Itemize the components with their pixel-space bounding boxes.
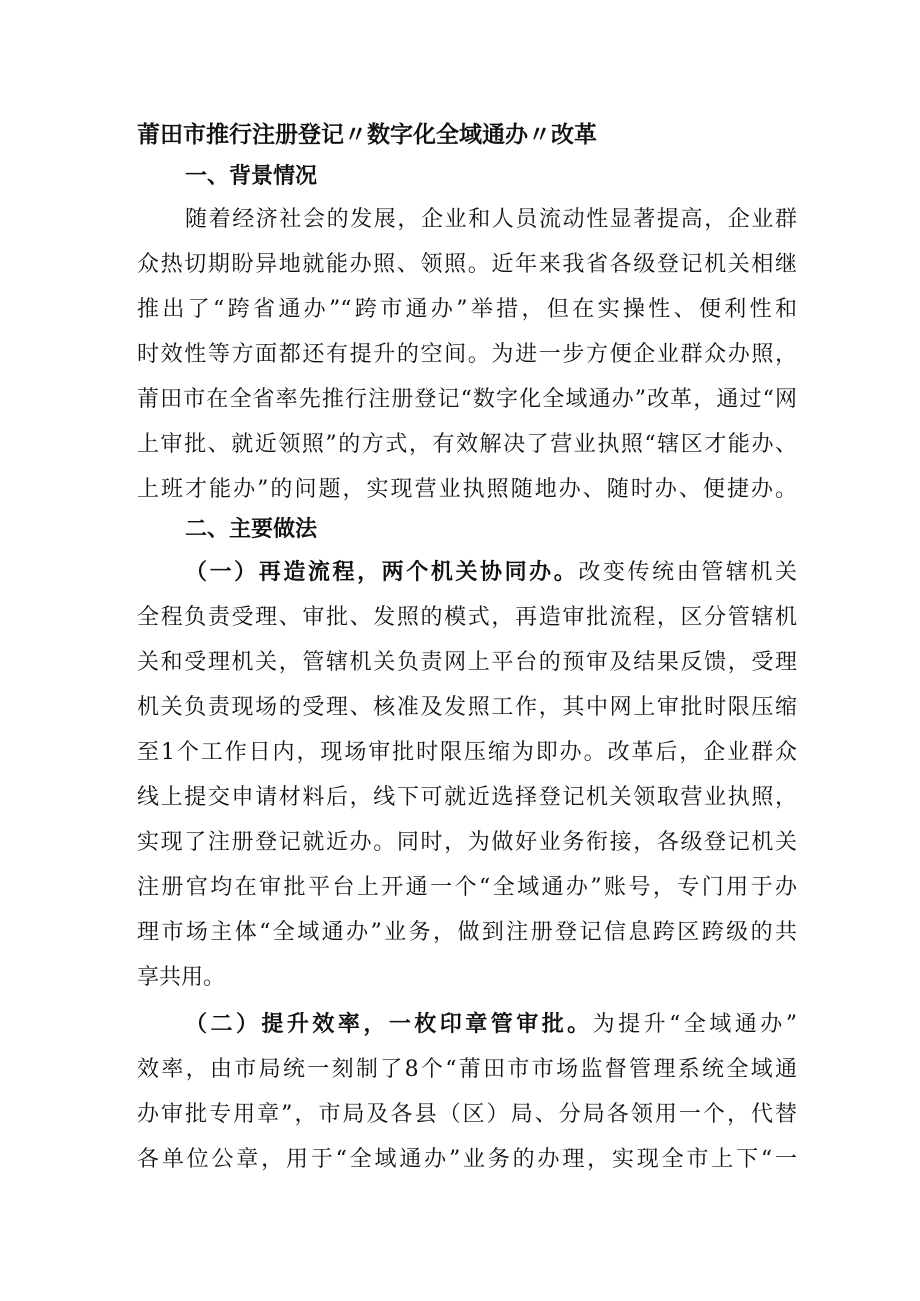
- paragraph-line: 时效性等方面都还有提升的空间。为进一步方便企业群众办照，: [137, 342, 797, 367]
- paragraph-line: 效率，由市局统一刻制了8个“莆田市市场监督管理系统全域通: [137, 1057, 797, 1082]
- document-title: 莆田市推行注册登记〃数字化全域通办〃改革: [137, 122, 597, 148]
- paragraph-line: 实现了注册登记就近办。同时，为做好业务衔接，各级登记机关: [137, 830, 797, 855]
- paragraph-line: 随着经济社会的发展，企业和人员流动性显著提高，企业群: [185, 207, 797, 232]
- section-heading-measures: 二、主要做法: [185, 517, 318, 542]
- paragraph-line: 莆田市在全省率先推行注册登记“数字化全域通办”改革，通过“网: [137, 387, 797, 412]
- paragraph-line: 全程负责受理、审批、发照的模式，再造审批流程，区分管辖机: [137, 605, 797, 630]
- paragraph-line: 关和受理机关，管辖机关负责网上平台的预审及结果反馈，受理: [137, 650, 797, 675]
- paragraph-line: 上审批、就近领照”的方式，有效解决了营业执照“辖区才能办、: [137, 432, 797, 457]
- paragraph-line: 众热切期盼异地就能办照、领照。近年来我省各级登记机关相继: [137, 252, 797, 277]
- section-heading-background: 一、背景情况: [185, 164, 318, 189]
- paragraph-line: 注册官均在审批平台上开通一个“全域通办”账号，专门用于办: [137, 875, 797, 900]
- paragraph-line: 推出了“跨省通办”“跨市通办”举措，但在实操性、便利性和: [137, 297, 797, 322]
- paragraph-line: 办审批专用章”，市局及各县（区）局、分局各领用一个，代替: [137, 1102, 797, 1127]
- paragraph-line: 享共用。: [137, 965, 226, 990]
- paragraph-line: 理市场主体“全域通办”业务，做到注册登记信息跨区跨级的共: [137, 920, 797, 945]
- subheading-process: （一）再造流程，两个机关协同办。: [185, 560, 579, 585]
- subheading-efficiency: （二）提升效率，一枚印章管审批。: [185, 1012, 593, 1037]
- paragraph-text: 为提升“全域通办”: [592, 1012, 797, 1037]
- paragraph-line: 至1个工作日内，现场审批时限压缩为即办。改革后，企业群众: [137, 740, 797, 765]
- paragraph-line: 上班才能办”的问题，实现营业执照随地办、随时办、便捷办。: [137, 477, 797, 502]
- paragraph-line-with-subheading: [185, 1010, 797, 1040]
- paragraph-text: 改变传统由管辖机关: [578, 560, 797, 585]
- paragraph-line: 线上提交申请材料后，线下可就近选择登记机关领取营业执照，: [137, 785, 797, 810]
- paragraph-line-with-subheading: [185, 558, 797, 588]
- paragraph-line: 机关负责现场的受理、核准及发照工作，其中网上审批时限压缩: [137, 695, 797, 720]
- paragraph-line: 各单位公章，用于“全域通办”业务的办理，实现全市上下“一: [137, 1147, 797, 1172]
